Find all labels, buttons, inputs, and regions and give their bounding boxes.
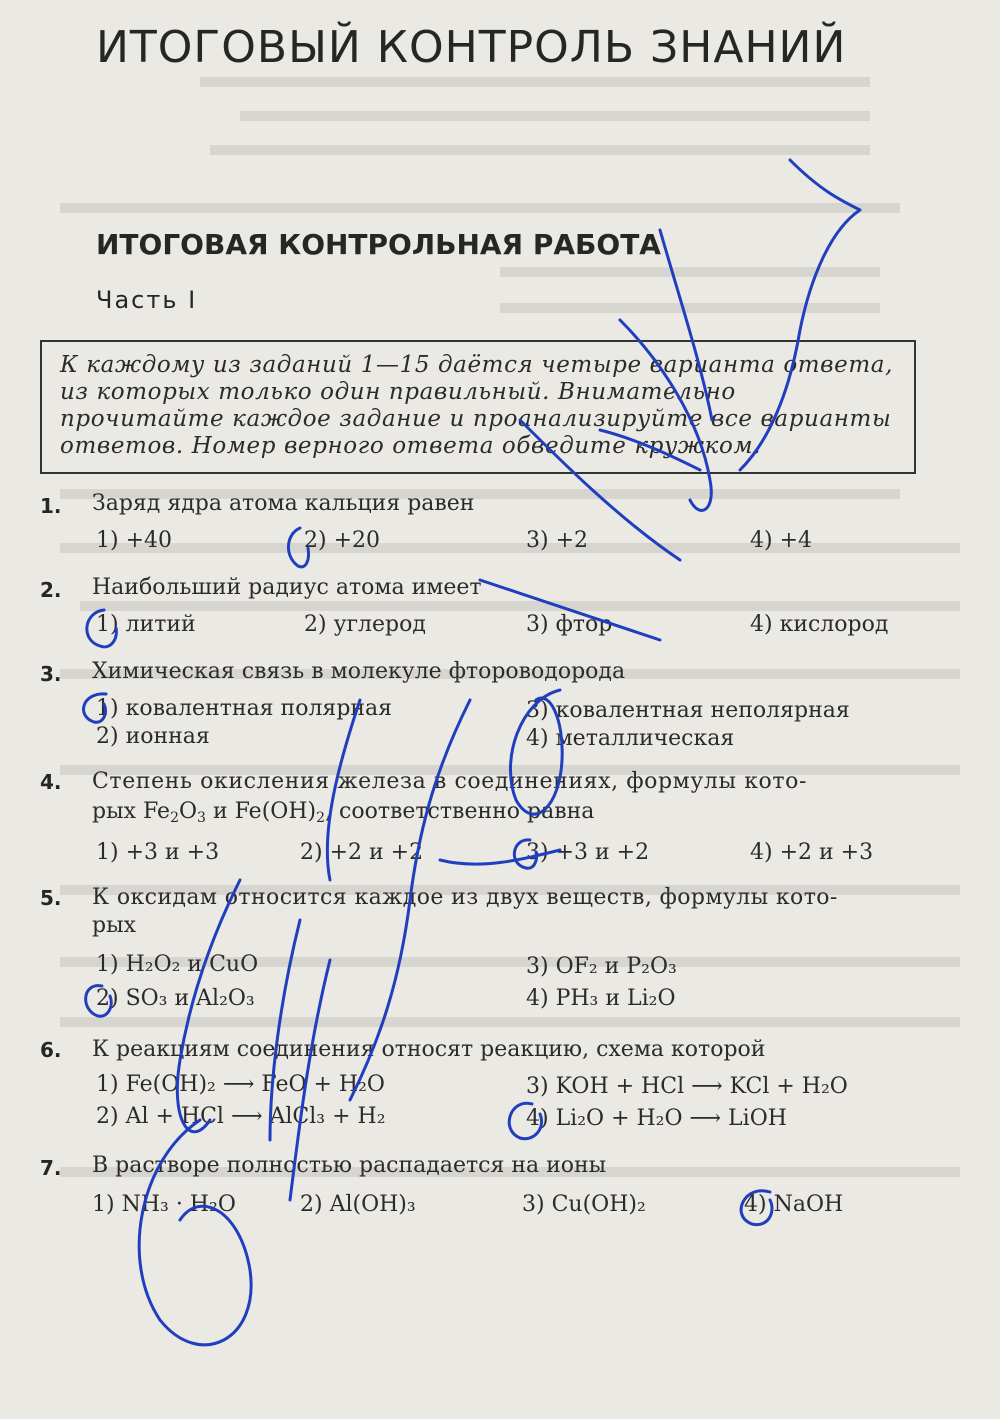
instruction-text: К каждому из заданий 1—15 даётся четыре варианта ответа, из которых только один правильный. Внимательно прочитайте каждое задание и проанализируйте все варианты ответов. Номер верного ответа обведите кружком. [60,352,894,459]
question-text-line-2: рых [92,913,136,938]
subscript: 2 [170,810,179,826]
formula-part: O [179,799,198,824]
option-3[interactable]: 3) KOH + HCl ⟶ KCl + H₂O [526,1074,848,1099]
option-4[interactable]: 4) Li₂O + H₂O ⟶ LiOH [526,1106,787,1131]
subscript: 3 [197,810,206,826]
question-text: Наибольший радиус атома имеет [92,575,482,600]
page-header-title: ИТОГОВЫЙ КОНТРОЛЬ ЗНАНИЙ [96,22,847,73]
question-text-line-1: К оксидам относится каждое из двух веществ, формулы кото- [92,885,838,910]
question-text: К реакциям соединения относят реакцию, схема которой [92,1037,766,1062]
option-2[interactable]: 2) +2 и +2 [300,840,424,865]
formula-part: рых Fe [92,799,171,824]
option-2[interactable]: 2) SO₃ и Al₂O₃ [96,986,255,1011]
option-2[interactable]: 2) Al + HCl ⟶ AlCl₃ + H₂ [96,1104,386,1129]
option-1[interactable]: 1) литий [96,612,196,637]
question-number: 5. [40,886,62,910]
question-text: В растворе полностью распадается на ионы [92,1153,607,1178]
option-2[interactable]: 2) углерод [304,612,426,637]
option-1[interactable]: 1) H₂O₂ и CuO [96,952,259,977]
option-4[interactable]: 4) NaOH [744,1192,844,1217]
option-4[interactable]: 4) металлическая [526,726,735,751]
option-2[interactable]: 2) ионная [96,724,210,749]
subscript: 2 [316,810,326,826]
option-3[interactable]: 3) +3 и +2 [526,840,650,865]
question-text: Химическая связь в молекуле фтороводорода [92,659,626,684]
option-3[interactable]: 3) Cu(OH)₂ [522,1192,646,1217]
option-4[interactable]: 4) PH₃ и Li₂O [526,986,676,1011]
option-1[interactable]: 1) NH₃ · H₂O [92,1192,236,1217]
option-4[interactable]: 4) кислород [750,612,889,637]
question-number: 4. [40,770,62,794]
option-4[interactable]: 4) +2 и +3 [750,840,874,865]
option-3[interactable]: 3) ковалентная неполярная [526,698,850,723]
option-3[interactable]: 3) фтор [526,612,613,637]
question-number: 6. [40,1038,62,1062]
part-label: Часть I [96,286,198,314]
option-2[interactable]: 2) Al(OH)₃ [300,1192,416,1217]
question-number: 3. [40,662,62,686]
option-3[interactable]: 3) OF₂ и P₂O₃ [526,954,677,979]
question-number: 2. [40,578,62,602]
formula-part: и Fe(OH) [205,799,317,824]
option-1[interactable]: 1) +3 и +3 [96,840,220,865]
test-title: ИТОГОВАЯ КОНТРОЛЬНАЯ РАБОТА [96,228,661,261]
question-text-line-2 [92,798,922,826]
question-text: Заряд ядра атома кальция равен [92,491,475,516]
option-1[interactable]: 1) +40 [96,528,173,553]
option-4[interactable]: 4) +4 [750,528,813,553]
question-number: 7. [40,1156,62,1180]
option-3[interactable]: 3) +2 [526,528,589,553]
instruction-box [40,340,916,474]
formula-part: , соответственно равна [325,799,595,824]
question-text-line-1: Степень окисления железа в соединениях, формулы кото- [92,769,808,794]
option-1[interactable]: 1) Fe(OH)₂ ⟶ FeO + H₂O [96,1072,385,1097]
question-number: 1. [40,494,62,518]
option-1[interactable]: 1) ковалентная полярная [96,696,393,721]
option-2[interactable]: 2) +20 [304,528,381,553]
